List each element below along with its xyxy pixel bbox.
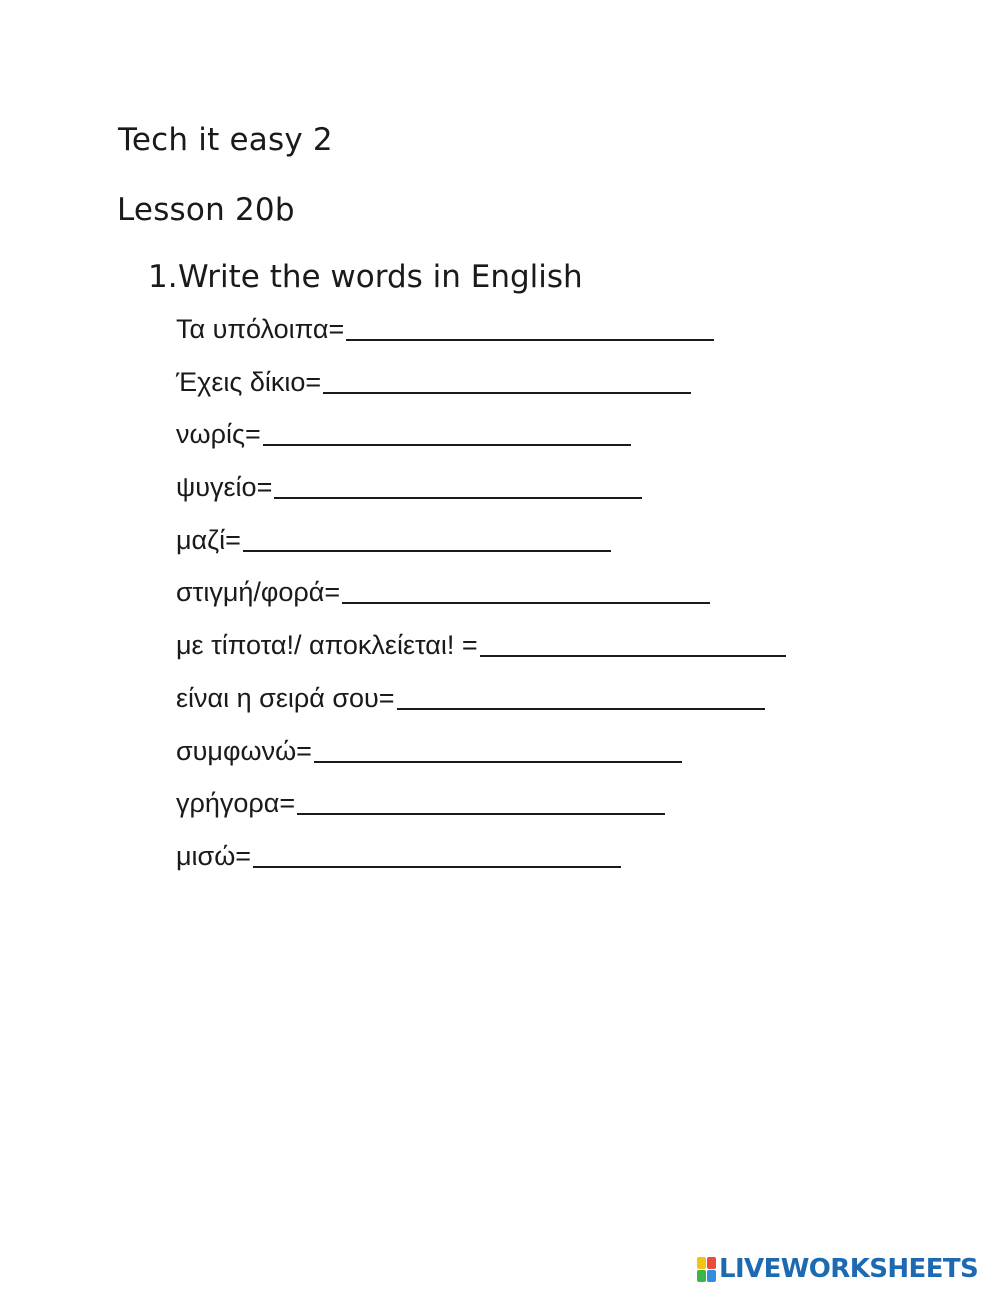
logo-block-red [707,1257,716,1269]
liveworksheets-brand-text: LIVEWORKSHEETS [719,1254,979,1284]
answer-blank[interactable] [297,788,665,815]
vocabulary-item [176,472,786,525]
answer-blank[interactable] [397,683,765,710]
answer-blank[interactable] [346,314,714,341]
answer-blank[interactable] [342,577,710,604]
item-prompt: Τα υπόλοιπα= [176,314,345,344]
course-title: Tech it easy 2 [118,122,333,158]
item-prompt: μισώ= [176,840,252,871]
item-prompt: νωρίς= [176,419,261,450]
logo-block-yellow [697,1257,706,1269]
lesson-title: Lesson 20b [117,192,295,228]
vocabulary-item [176,419,786,472]
answer-blank[interactable] [253,841,621,868]
vocabulary-item [176,683,786,736]
liveworksheets-logo[interactable] [697,1256,978,1282]
logo-block-blue [707,1270,716,1282]
vocabulary-item [176,525,786,578]
logo-block-green [697,1270,706,1282]
liveworksheets-logo-icon [697,1257,716,1282]
answer-blank[interactable] [323,367,691,394]
answer-blank[interactable] [263,419,631,446]
item-prompt: γρήγορα= [176,788,296,819]
vocabulary-item [176,788,786,841]
answer-blank[interactable] [314,736,682,763]
vocabulary-list [176,314,786,894]
vocabulary-item [176,841,786,894]
item-prompt: συμφωνώ= [176,735,312,766]
item-prompt: μαζί= [176,524,241,555]
answer-blank[interactable] [274,472,642,499]
exercise-number: 1. [148,259,178,295]
item-prompt: στιγμή/φορά= [176,577,341,608]
vocabulary-item [176,736,786,789]
answer-blank[interactable] [480,630,786,657]
item-prompt: με τίποτα!/ αποκλείεται! = [176,630,478,661]
item-prompt: Έχεις δίκιο= [176,366,322,397]
exercise-heading [148,259,583,295]
vocabulary-item [176,367,786,420]
item-prompt: είναι η σειρά σου= [176,682,395,713]
item-prompt: ψυγείο= [176,472,273,503]
exercise-instruction: Write the words in English [178,259,583,295]
vocabulary-item [176,314,786,367]
vocabulary-item [176,630,786,683]
answer-blank[interactable] [243,525,611,552]
vocabulary-item [176,577,786,630]
